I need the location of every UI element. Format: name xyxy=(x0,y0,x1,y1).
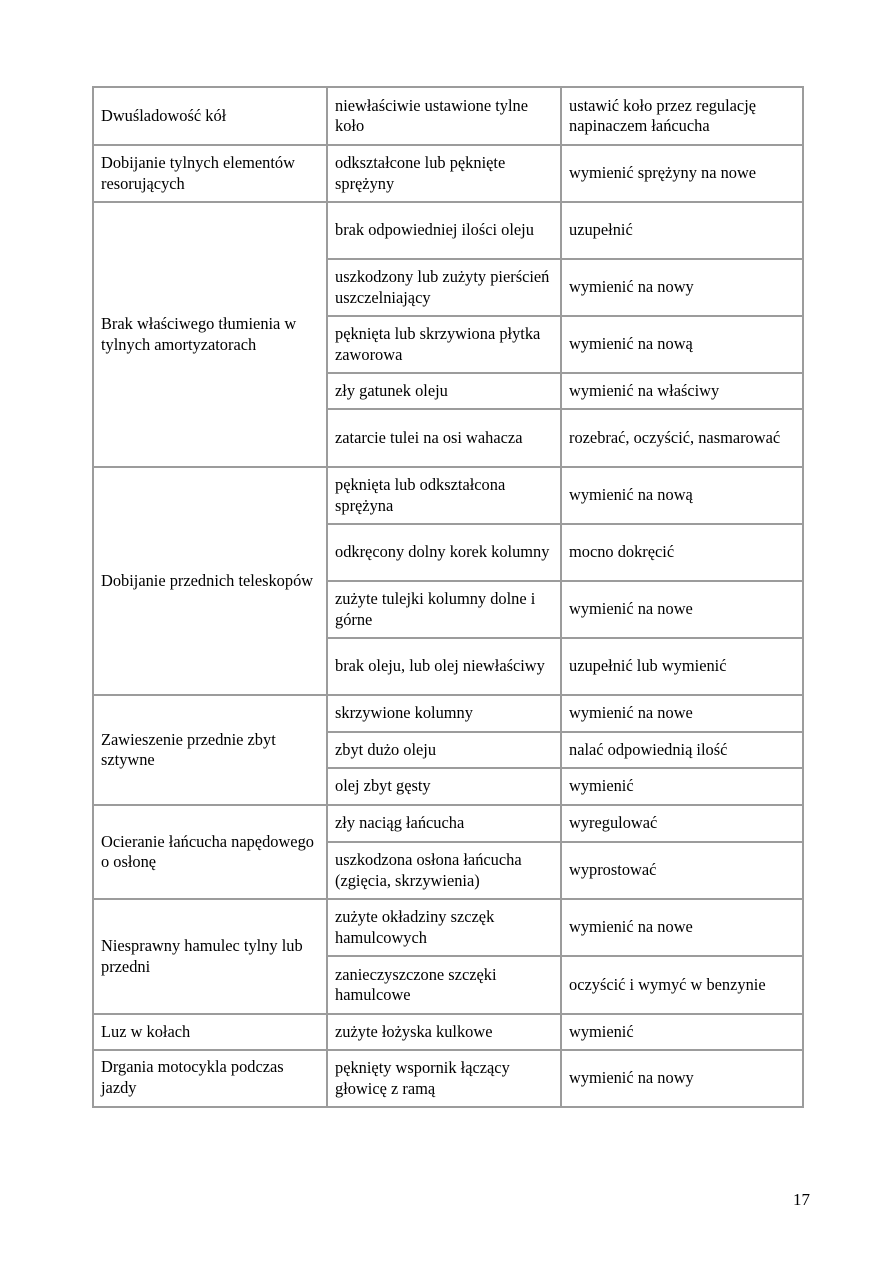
table-row xyxy=(93,805,803,842)
table-row xyxy=(93,87,803,145)
remedy-cell: wymienić xyxy=(561,1014,803,1050)
symptom-cell: Dobijanie przednich teleskopów xyxy=(93,467,327,695)
cause-cell: skrzywione kolumny xyxy=(327,695,561,732)
cause-cell: zły gatunek oleju xyxy=(327,373,561,409)
symptom-cell: Ocieranie łańcucha napędowego o osłonę xyxy=(93,805,327,899)
symptom-cell: Brak właściwego tłumienia w tylnych amortyzatorach xyxy=(93,202,327,467)
cause-cell: pęknięta lub odkształcona sprężyna xyxy=(327,467,561,524)
symptom-cell: Luz w kołach xyxy=(93,1014,327,1050)
remedy-cell: ustawić koło przez regulację napinaczem łańcucha xyxy=(561,87,803,145)
cause-cell: olej zbyt gęsty xyxy=(327,768,561,805)
remedy-cell: wymienić na nowe xyxy=(561,695,803,732)
table-row xyxy=(93,202,803,259)
cause-cell: zatarcie tulei na osi wahacza xyxy=(327,409,561,467)
remedy-cell: wymienić na nowy xyxy=(561,1050,803,1107)
cause-cell: pęknięty wspornik łączący głowicę z ramą xyxy=(327,1050,561,1107)
table-row xyxy=(93,467,803,524)
remedy-cell: wymienić sprężyny na nowe xyxy=(561,145,803,202)
remedy-cell: mocno dokręcić xyxy=(561,524,803,581)
page-number: 17 xyxy=(793,1190,810,1209)
cause-cell: zużyte łożyska kulkowe xyxy=(327,1014,561,1050)
remedy-cell: wymienić na nową xyxy=(561,316,803,373)
symptom-cell: Dwuśladowość kół xyxy=(93,87,327,145)
troubleshooting-table xyxy=(92,86,804,1108)
table-row xyxy=(93,899,803,956)
remedy-cell: wyprostować xyxy=(561,842,803,899)
cause-cell: zużyte tulejki kolumny dolne i górne xyxy=(327,581,561,638)
symptom-cell: Niesprawny hamulec tylny lub przedni xyxy=(93,899,327,1014)
remedy-cell: wyregulować xyxy=(561,805,803,842)
remedy-cell: uzupełnić lub wymienić xyxy=(561,638,803,695)
cause-cell: uszkodzona osłona łańcucha (zgięcia, skrzywienia) xyxy=(327,842,561,899)
cause-cell: zanieczyszczone szczęki hamulcowe xyxy=(327,956,561,1014)
cause-cell: odkręcony dolny korek kolumny xyxy=(327,524,561,581)
remedy-cell: nalać odpowiednią ilość xyxy=(561,732,803,768)
remedy-cell: uzupełnić xyxy=(561,202,803,259)
symptom-cell: Zawieszenie przednie zbyt sztywne xyxy=(93,695,327,805)
cause-cell: pęknięta lub skrzywiona płytka zaworowa xyxy=(327,316,561,373)
table-row xyxy=(93,145,803,202)
cause-cell: uszkodzony lub zużyty pierścień uszczelniający xyxy=(327,259,561,316)
symptom-cell: Drgania motocykla podczas jazdy xyxy=(93,1050,327,1107)
cause-cell: zły naciąg łańcucha xyxy=(327,805,561,842)
cause-cell: zbyt dużo oleju xyxy=(327,732,561,768)
remedy-cell: wymienić na nowe xyxy=(561,581,803,638)
remedy-cell: rozebrać, oczyścić, nasmarować xyxy=(561,409,803,467)
table-row xyxy=(93,695,803,732)
remedy-cell: wymienić na nowy xyxy=(561,259,803,316)
cause-cell: brak oleju, lub olej niewłaściwy xyxy=(327,638,561,695)
remedy-cell: wymienić na nowe xyxy=(561,899,803,956)
remedy-cell: wymienić na właściwy xyxy=(561,373,803,409)
remedy-cell: wymienić xyxy=(561,768,803,805)
table-row xyxy=(93,1050,803,1107)
cause-cell: brak odpowiedniej ilości oleju xyxy=(327,202,561,259)
cause-cell: zużyte okładziny szczęk hamulcowych xyxy=(327,899,561,956)
cause-cell: niewłaściwie ustawione tylne koło xyxy=(327,87,561,145)
symptom-cell: Dobijanie tylnych elementów resorujących xyxy=(93,145,327,202)
table-row xyxy=(93,1014,803,1050)
remedy-cell: oczyścić i wymyć w benzynie xyxy=(561,956,803,1014)
cause-cell: odkształcone lub pęknięte sprężyny xyxy=(327,145,561,202)
remedy-cell: wymienić na nową xyxy=(561,467,803,524)
